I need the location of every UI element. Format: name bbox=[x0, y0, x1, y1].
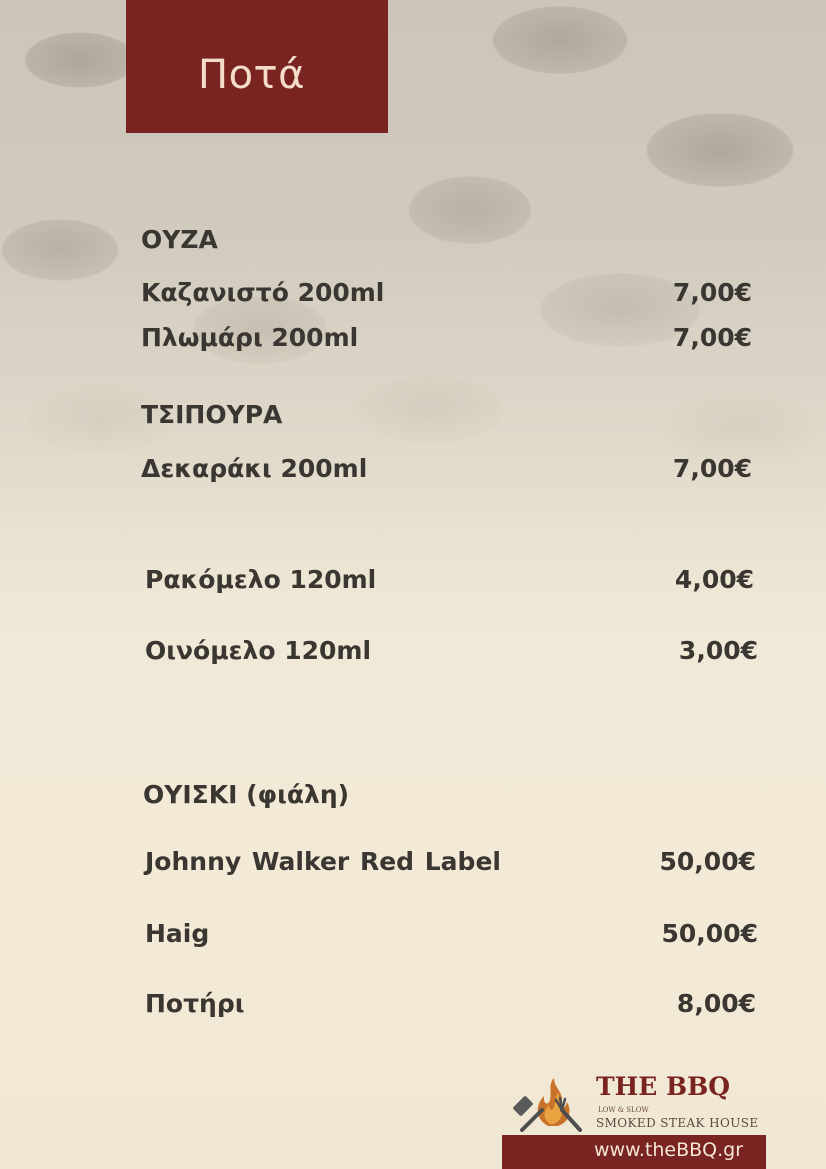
menu-item-price: 7,00€ bbox=[672, 454, 752, 483]
brand-logo bbox=[512, 1072, 772, 1134]
menu-item-name: Johnny Walker Red Label bbox=[145, 847, 501, 876]
section-heading-ouzo: ΟΥΖΑ bbox=[141, 225, 218, 254]
section-heading-tsipouro: ΤΣΙΠΟΥΡΑ bbox=[141, 400, 283, 429]
menu-item-name: Οινόμελο 120ml bbox=[145, 636, 372, 665]
menu-item-price: 7,00€ bbox=[672, 278, 752, 307]
page-title: Ποτά bbox=[198, 52, 305, 98]
menu-item-name: Haig bbox=[145, 919, 210, 948]
menu-item-price: 4,00€ bbox=[674, 565, 754, 594]
website-link[interactable]: www.theBBQ.gr bbox=[594, 1139, 744, 1161]
logo-subtitle: LOW & SLOW bbox=[598, 1106, 649, 1114]
menu-item-name: Ρακόμελο 120ml bbox=[145, 565, 377, 594]
menu-item-price: 8,00€ bbox=[676, 989, 756, 1018]
menu-item-name: Πλωμάρι 200ml bbox=[141, 323, 359, 352]
menu-item-name: Δεκαράκι 200ml bbox=[141, 454, 368, 483]
grill-fork-flame-icon bbox=[512, 1074, 590, 1132]
footer-bar bbox=[502, 1135, 766, 1169]
section-heading-whisky: ΟΥΙΣΚΙ (φιάλη) bbox=[143, 780, 350, 809]
menu-item-price: 7,00€ bbox=[672, 323, 752, 352]
title-banner bbox=[126, 0, 388, 133]
menu-item-name: Ποτήρι bbox=[145, 989, 245, 1018]
menu-item-price: 3,00€ bbox=[678, 636, 758, 665]
menu-item-price: 50,00€ bbox=[661, 919, 758, 948]
menu-item-name: Καζανιστό 200ml bbox=[141, 278, 385, 307]
logo-title: THE BBQ bbox=[596, 1072, 731, 1101]
menu-item-price: 50,00€ bbox=[659, 847, 756, 876]
logo-tagline: SMOKED STEAK HOUSE bbox=[596, 1116, 759, 1130]
